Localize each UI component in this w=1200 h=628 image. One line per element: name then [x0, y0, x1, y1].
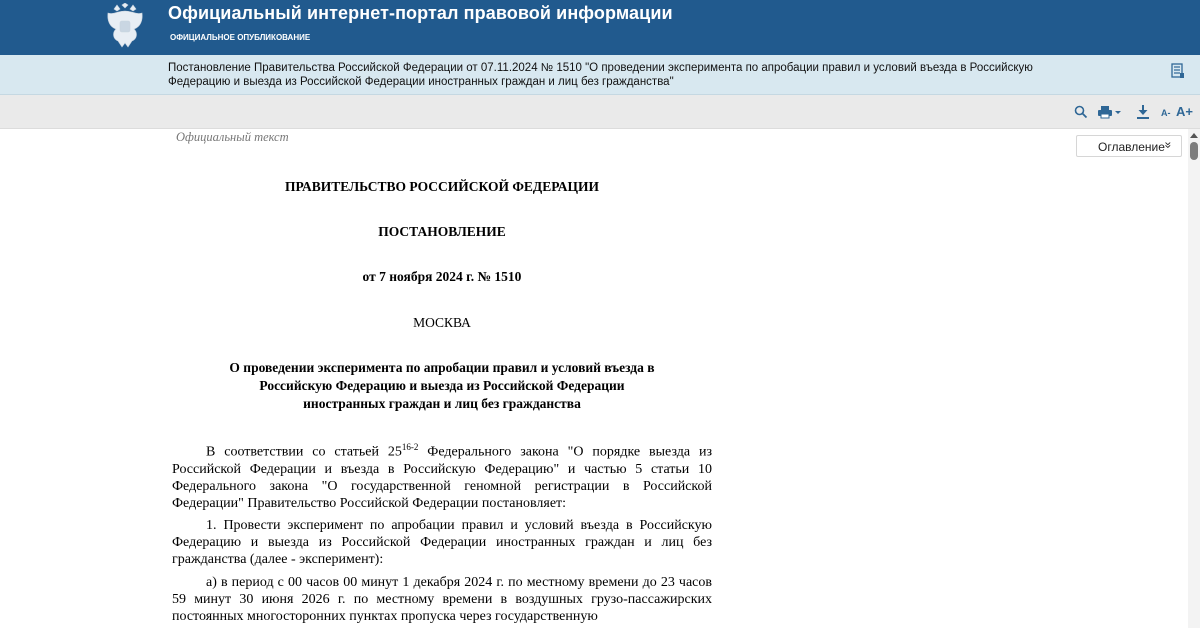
heading-government: ПРАВИТЕЛЬСТВО РОССИЙСКОЙ ФЕДЕРАЦИИ — [285, 179, 599, 194]
document-icon[interactable] — [1171, 63, 1185, 79]
preamble-text-start: В соответствии со статьей 25 — [206, 444, 402, 460]
document-toolbar — [0, 95, 1200, 129]
portal-header — [0, 0, 1200, 55]
portal-subtitle: ОФИЦИАЛЬНОЕ ОПУБЛИКОВАНИЕ — [170, 33, 311, 42]
scroll-up-arrow-icon[interactable] — [1190, 133, 1198, 138]
document-title-bar — [0, 55, 1200, 95]
toc-label: Оглавление — [1098, 140, 1165, 154]
vertical-scrollbar[interactable] — [1188, 129, 1200, 628]
article-superscript: 16-2 — [401, 442, 419, 452]
chevron-down-icon: » — [1161, 141, 1176, 149]
russian-emblem-icon[interactable] — [104, 3, 146, 49]
heading-date: от 7 ноября 2024 г. № 1510 — [362, 269, 522, 284]
official-text-label: Официальный текст — [176, 130, 289, 144]
subject-line-1: О проведении эксперимента по апробации правил и условий въезда в — [229, 360, 655, 375]
font-decrease-button[interactable]: A- — [1161, 108, 1171, 118]
heading-type: ПОСТАНОВЛЕНИЕ — [378, 224, 506, 239]
subject-line-2: Российскую Федерацию и выезда из Российской Федерации — [259, 378, 625, 393]
paragraph-preamble — [172, 439, 712, 512]
toc-button[interactable] — [1076, 135, 1182, 157]
paragraph-item-1a: а) в период с 00 часов 00 минут 1 декабря 2024 г. по местному времени до 23 часов 59 минут 30 июня 2026 г. по местному времени в воздушных грузо-пассажирских постоянных многосторонних пунктах пропуска через государственную — [172, 575, 712, 624]
document-title: Постановление Правительства Российской Федерации от 07.11.2024 № 1510 "О проведении эксперимента по апробации правил и условий въезда в Российскую Федерацию и выезда из Российской Федерации иностранных граждан и лиц без гражданства" — [168, 62, 1033, 88]
portal-title[interactable]: Официальный интернет-портал правовой информации — [168, 3, 673, 23]
paragraph-item-1: 1. Провести эксперимент по апробации правил и условий въезда в Российскую Федерацию и выезда из Российской Федерации иностранных граждан и лиц без гражданства (далее - эксперимент): — [172, 518, 712, 567]
download-icon[interactable] — [1137, 105, 1149, 119]
subject-line-3: иностранных граждан и лиц без гражданства — [303, 396, 581, 411]
scrollbar-thumb[interactable] — [1190, 142, 1198, 160]
document-content — [0, 129, 1200, 628]
heading-city: МОСКВА — [413, 315, 471, 330]
search-icon[interactable] — [1074, 105, 1088, 119]
print-icon[interactable] — [1098, 105, 1122, 119]
font-increase-button[interactable]: A+ — [1176, 104, 1193, 119]
preamble-text-end: Федерального закона "О порядке выезда из Российской Федерации и въезда в Российскую Федерацию" и частью 5 статьи 10 Федерального закона "О государственной геномной регистрации в Российской Федерации" Правительство Российской Федерации постановляет: — [172, 444, 712, 511]
